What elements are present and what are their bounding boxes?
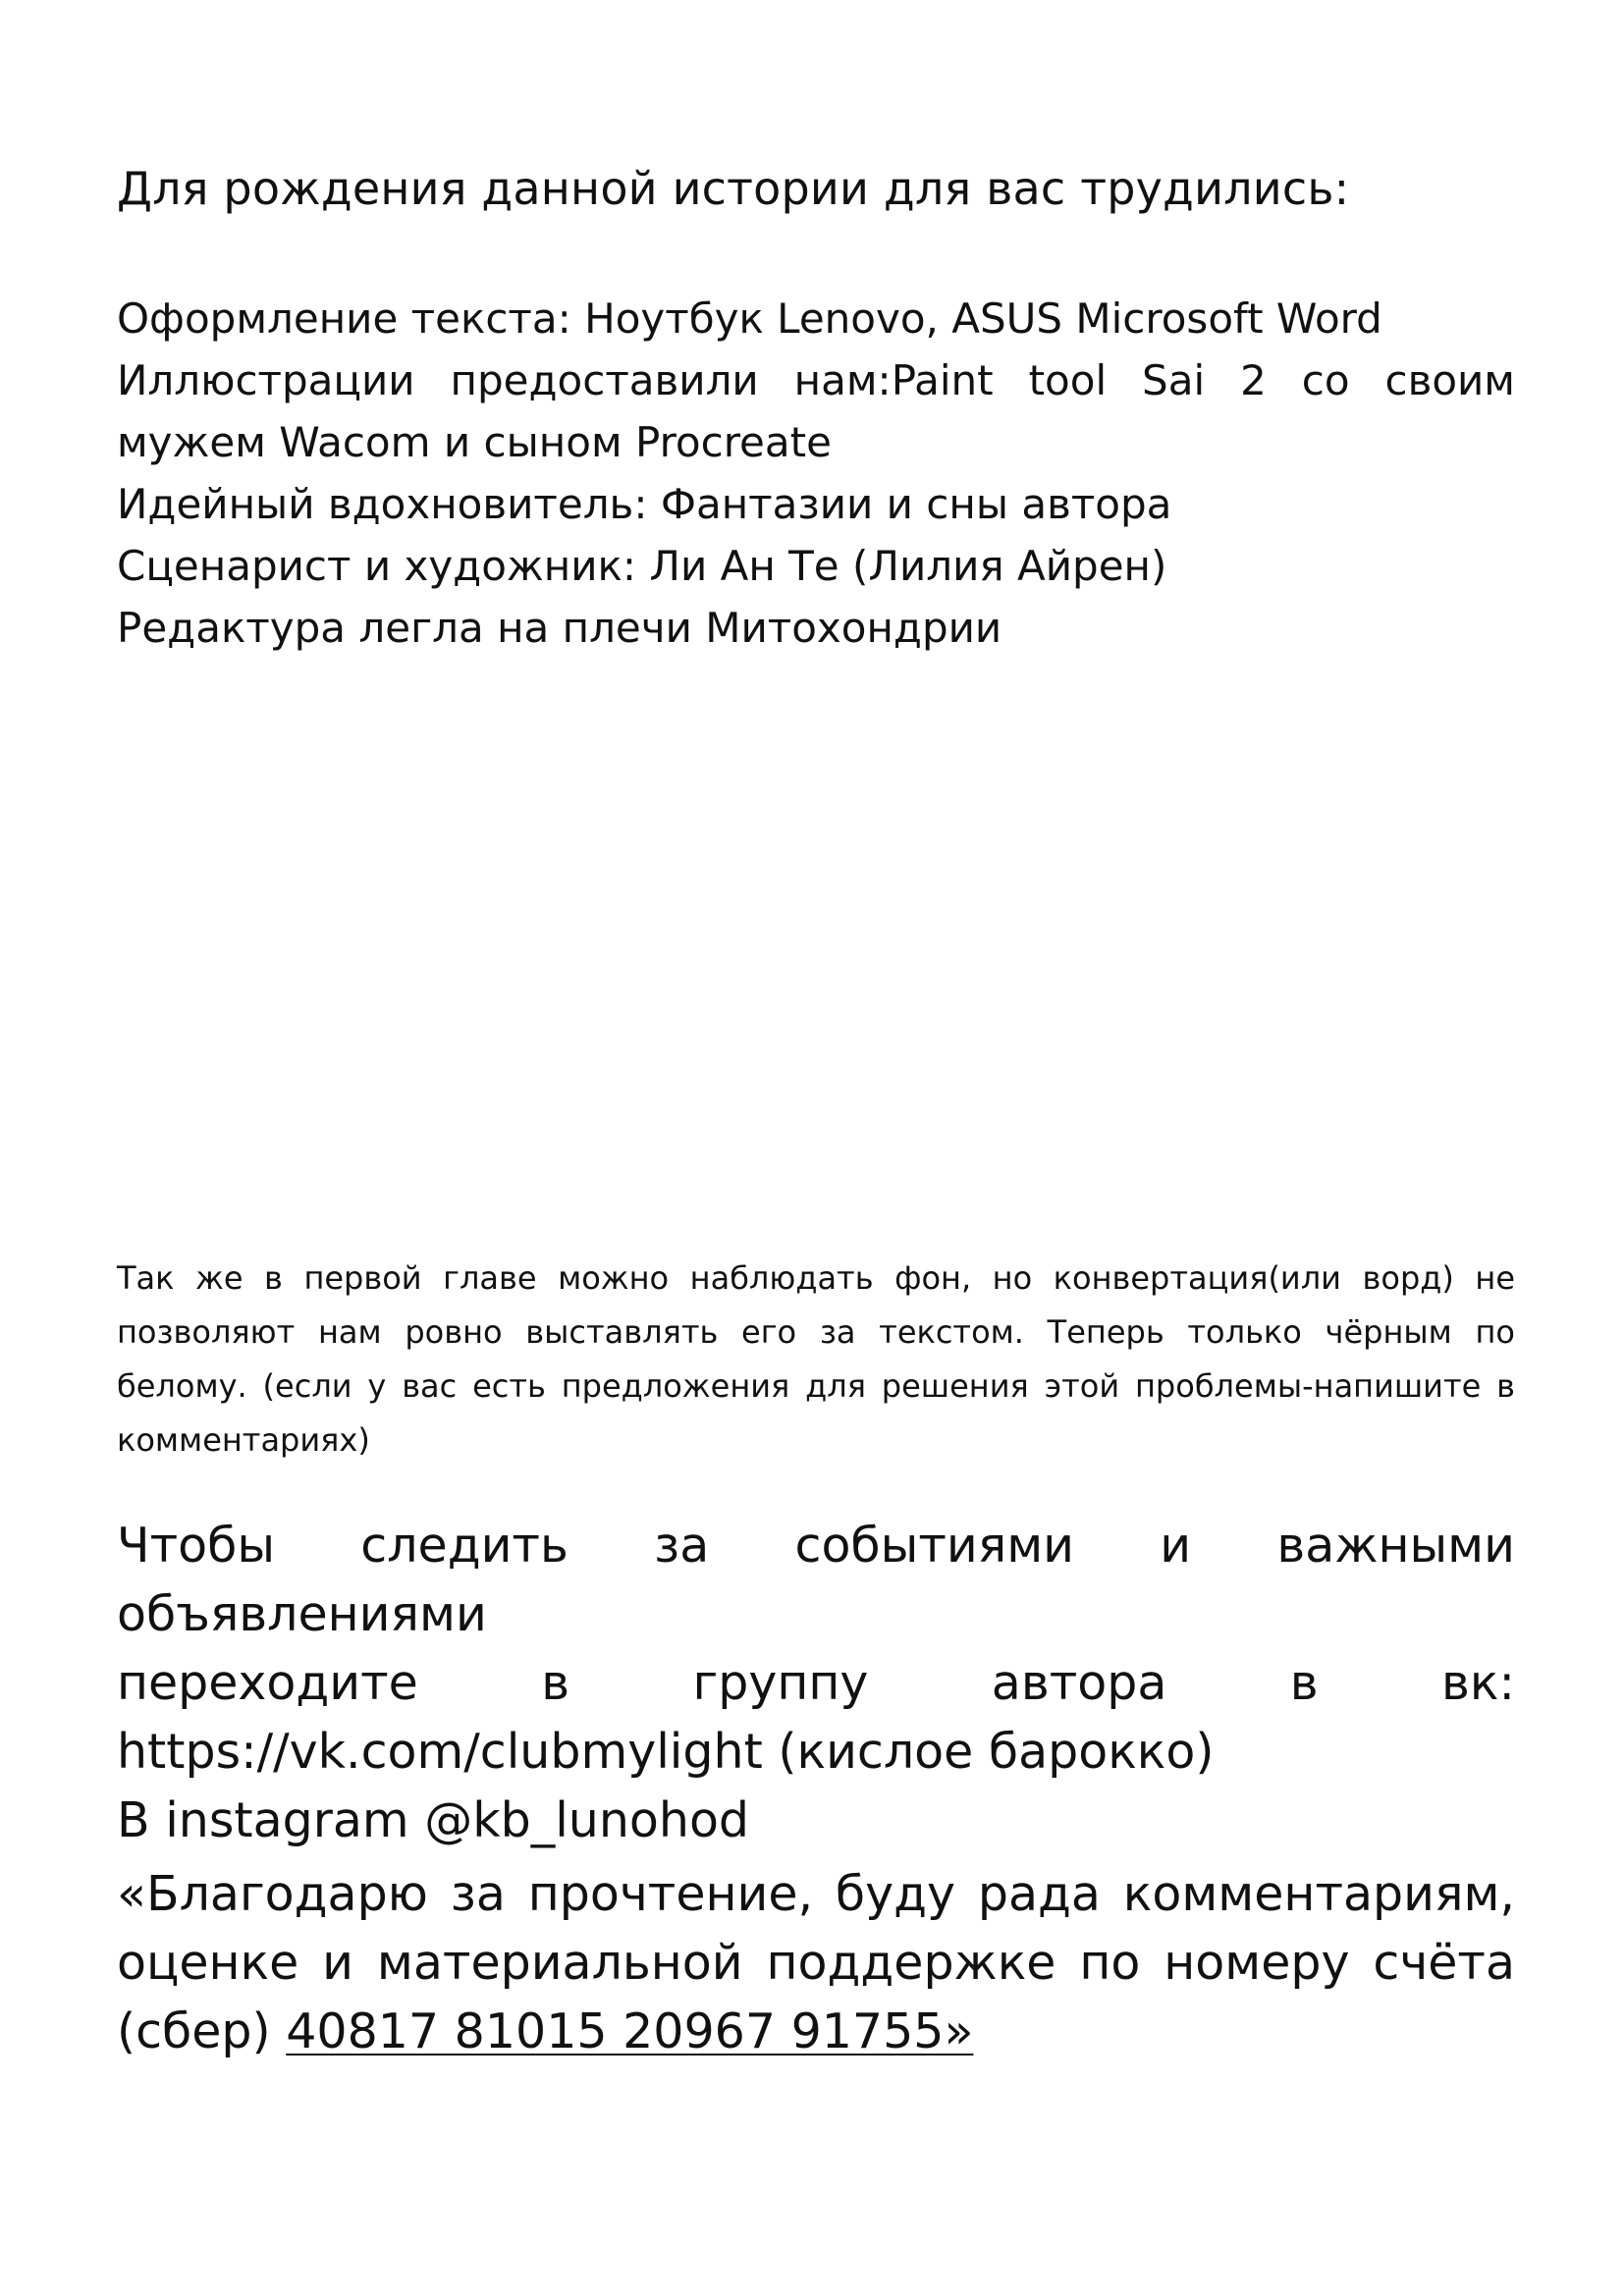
bank-account-number[interactable]: 40817 81015 20967 91755»	[286, 2003, 974, 2059]
credit-line-editing: Редактура легла на плечи Митохондрии	[117, 604, 1002, 652]
credit-line-illustrations-cont: мужем Wacom и сыном Procreate	[117, 418, 832, 466]
page-heading	[117, 157, 1515, 220]
instagram-handle[interactable]: В instagram @kb_lunohod	[117, 1792, 750, 1848]
credits-section	[117, 288, 1515, 659]
credit-line-illustrations: Иллюстрации предоставили нам:Paint tool Sai 2 со своим	[117, 356, 1515, 404]
thanks-section	[117, 1860, 1515, 2066]
heading-text: Для рождения данной истории для вас трудились:	[117, 162, 1350, 215]
follow-line-1: Чтобы следить за событиями и важными объявлениями	[117, 1518, 1515, 1642]
note-paragraph: Так же в первой главе можно наблюдать фон, но конвертация(или ворд) не позволяют нам ровно выставлять его за текстом. Теперь только чёрным по белому. (если у вас есть предложения для решения этой проблемы-напишите в комментариях)	[117, 1259, 1515, 1459]
vk-group-link[interactable]: https://vk.com/clubmylight (кислое барокко)	[117, 1724, 1215, 1780]
background-note	[117, 1252, 1515, 1468]
follow-section	[117, 1512, 1515, 1855]
credit-line-text-design: Оформление текста: Ноутбук Lenovo, ASUS Microsoft Word	[117, 294, 1382, 343]
credit-line-inspiration: Идейный вдохновитель: Фантазии и сны автора	[117, 480, 1172, 528]
thanks-paragraph	[117, 1860, 1515, 2066]
credit-line-author: Сценарист и художник: Ли Ан Те (Лилия Айрен)	[117, 542, 1167, 590]
thanks-text: «Благодарю за прочтение, буду рада комментариям, оценке и материальной поддержке по номеру счёта (сбер)	[117, 1866, 1515, 2059]
follow-line-2: переходите в группу автора в вк:	[117, 1655, 1515, 1711]
